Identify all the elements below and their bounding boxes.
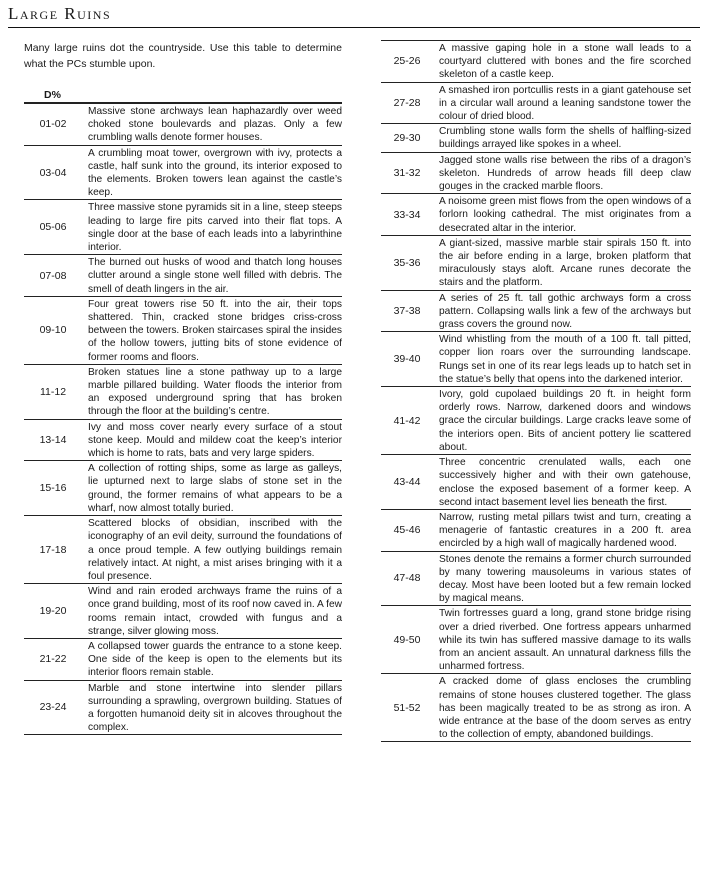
table-row	[24, 461, 342, 516]
table-row	[381, 552, 691, 607]
roll-range: 39-40	[393, 353, 421, 366]
table-row	[381, 291, 691, 333]
roll-range: 51-52	[393, 701, 421, 714]
ruins-table-right	[381, 40, 691, 742]
ruin-description: A massive gaping hole in a stone wall leads to a courtyard cluttered with bones and the fire scorched skeleton of a castle keep.	[439, 43, 691, 81]
table-row	[381, 332, 691, 387]
ruin-description: The burned out husks of wood and thatch long houses clutter around a single stone well filled with debris. The smell of death lingers in the air.	[88, 257, 342, 295]
page-title: Large Ruins	[8, 3, 700, 28]
ruin-description: Massive stone archways lean haphazardly over weed choked stone boulevards and plazas. Only a few crumbling walls denote former houses.	[88, 106, 342, 144]
table-row	[24, 584, 342, 639]
table-row	[24, 200, 342, 255]
right-column	[381, 40, 691, 742]
roll-range: 41-42	[393, 414, 421, 427]
roll-range: 35-36	[393, 256, 421, 269]
roll-range: 29-30	[393, 131, 421, 144]
table-row	[381, 455, 691, 510]
ruin-description: A noisome green mist flows from the open windows of a forlorn looking cathedral. The mist originates from a desecrated altar in the interior.	[439, 196, 691, 234]
ruin-description: Wind whistling from the mouth of a 100 ft. tall pitted, copper lion roars over the surrounding landscape. Rungs set in one of its rear legs leads up to hatch set in the statue’s belly that opens into the darkened interior.	[439, 334, 691, 385]
ruin-description: Scattered blocks of obsidian, inscribed with the iconography of an evil deity, surround the foundations of a once proud temple. A few outlying buildings remain relatively intact. At night, a mist arises bringing with it a foul presence.	[88, 518, 342, 582]
roll-range: 45-46	[393, 524, 421, 537]
ruin-description: Narrow, rusting metal pillars twist and turn, creating a menagerie of fantastic creatures in a 200 ft. area encircled by a high wall of magically hardened wood.	[439, 511, 691, 550]
ruin-description: A smashed iron portcullis rests in a giant gatehouse set in a circular wall around a leaning sandstone tower the colour of dried blood.	[439, 84, 691, 123]
roll-range: 49-50	[393, 633, 421, 646]
table-row	[381, 153, 691, 195]
roll-range: 01-02	[39, 118, 67, 131]
table-row	[381, 41, 691, 83]
table-row	[381, 387, 691, 455]
ruin-description: Twin fortresses guard a long, grand stone bridge rising over a dried riverbed. One fortress appears unharmed while its twin has suffered massive damage to its walls from an ancient assault. An unnatural darkness fills the unharmed fortress.	[439, 608, 691, 673]
roll-range: 25-26	[393, 55, 421, 68]
roll-range: 33-34	[393, 208, 421, 221]
table-row	[381, 83, 691, 125]
table-row	[381, 674, 691, 742]
roll-range: 03-04	[39, 166, 67, 179]
table-row	[381, 194, 691, 236]
ruin-description: Ivory, gold cupolaed buildings 20 ft. in height form orderly rows. Narrow, darkened doors and windows grace the circular buildings. Large cracks leave some of the interiors open. Bits of ancient pottery lie scattered about.	[439, 389, 691, 453]
table-row	[24, 255, 342, 297]
roll-range: 09-10	[39, 324, 67, 337]
ruin-description: Crumbling stone walls form the shells of halfling-sized buildings arrayed like spokes in a wheel.	[439, 126, 691, 151]
roll-range: 21-22	[39, 653, 67, 666]
ruin-description: Stones denote the remains a former church surrounded by many towering mausoleums in various states of decay. Most have been looted but a few remain locked by magical means.	[439, 553, 691, 605]
table-row	[24, 146, 342, 201]
intro-text: Many large ruins dot the countryside. Use this table to determine what the PCs stumble upon.	[24, 42, 342, 70]
ruin-description: Wind and rain eroded archways frame the ruins of a once grand building, most of its roof now caved in. A few rooms remain intact, crowded with fungus and a strange, silver glowing moss.	[88, 586, 342, 637]
table-row	[24, 365, 342, 420]
die-header: D%	[24, 88, 342, 103]
roll-range: 31-32	[393, 166, 421, 179]
ruin-description: A collapsed tower guards the entrance to a stone keep. One side of the keep is open to the elements but its interior floors remain stable.	[88, 640, 342, 679]
table-row	[381, 510, 691, 552]
ruin-description: Jagged stone walls rise between the ribs of a dragon’s skeleton. Hundreds of arrow heads fill deep claw gouges in the cracked marble floors.	[439, 154, 691, 193]
table-row	[24, 639, 342, 681]
ruins-table-left	[24, 103, 342, 735]
ruin-description: Three concentric crenulated walls, each one successively higher and with their own gatehouse, enclose the exposed basement of a former keep. A second intact basement level lies beneath the first.	[439, 457, 691, 508]
table-row	[381, 236, 691, 291]
ruin-description: Three massive stone pyramids sit in a line, steep steeps leading to large fire pits carved into their flat tops. A single door at the base of each leads into a labyrinthine interior.	[88, 202, 342, 254]
roll-range: 05-06	[39, 221, 67, 234]
table-row	[381, 606, 691, 674]
ruin-description: Broken statues line a stone pathway up to a large marble pillared building. Water floods the interior from an exposed underground spring that has broken through the floor at the building’s centre.	[88, 366, 342, 418]
roll-range: 17-18	[39, 543, 67, 556]
ruin-description: A cracked dome of glass encloses the crumbling remains of stone houses clustered together. The glass has been magically treated to be as strong as iron. A wide entrance at the base of the doom serves as entry to the collection of empty, abandoned buildings.	[439, 676, 691, 741]
table-row	[24, 681, 342, 736]
roll-range: 13-14	[39, 433, 67, 446]
ruin-description: Marble and stone intertwine into slender pillars surrounding a sprawling, overgrown building. Statues of a forgotten humanoid deity sit in alcoves throughout the complex.	[88, 682, 342, 734]
roll-range: 11-12	[39, 385, 67, 398]
roll-range: 27-28	[393, 96, 421, 109]
ruin-description: A series of 25 ft. tall gothic archways form a cross pattern. Collapsing walls link a few of the archways but grass covers the ground now.	[439, 292, 691, 331]
table-row	[24, 297, 342, 365]
ruin-description: A giant-sized, massive marble stair spirals 150 ft. into the air before ending in a large, broken platform that miraculously stays aloft. Arcane runes decorate the stairs and the platform.	[439, 237, 691, 289]
table-row	[381, 124, 691, 152]
table-row	[24, 104, 342, 146]
roll-range: 47-48	[393, 572, 421, 585]
roll-range: 19-20	[39, 605, 67, 618]
table-row	[24, 516, 342, 584]
roll-range: 07-08	[39, 269, 67, 282]
roll-range: 37-38	[393, 304, 421, 317]
left-column	[24, 40, 342, 735]
ruin-description: Four great towers rise 50 ft. into the air, their tops shattered. Thin, cracked stone bridges criss-cross between the towers. Broken staircases spiral the insides of the hollow towers, jutting bits of stone evidence of former rooms and floors.	[88, 298, 342, 363]
ruin-description: Ivy and moss cover nearly every surface of a stout stone keep. Mould and mildew coat the keep’s interior which is home to rats, bats and very large spiders.	[88, 421, 342, 460]
ruin-description: A collection of rotting ships, some as large as galleys, lie upturned next to large slabs of stone set in the ground, the former remains of what appears to be a wharf, now almost totally buried.	[88, 463, 342, 514]
roll-range: 15-16	[39, 482, 67, 495]
ruin-description: A crumbling moat tower, overgrown with ivy, protects a castle, half sunk into the ground, its interior exposed to the elements. Broken towers lean against the castle’s keep.	[88, 147, 342, 199]
roll-range: 23-24	[39, 701, 67, 714]
table-row	[24, 420, 342, 462]
roll-range: 43-44	[393, 476, 421, 488]
